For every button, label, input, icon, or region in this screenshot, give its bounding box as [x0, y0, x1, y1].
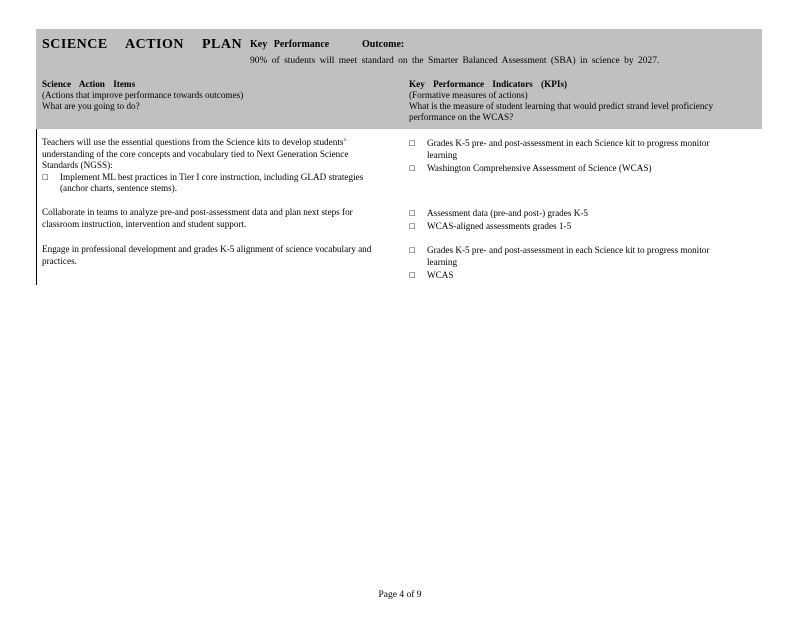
action-items-header: [42, 79, 392, 112]
kpi-item: [409, 221, 724, 233]
checkbox-bullet-icon: □: [409, 271, 416, 279]
action-text: Teachers will use the essential questions from the Science kits to develop students’ understanding of the core concepts and vocabulary tied to Next Generation Science Standards (NGSS):: [42, 137, 349, 170]
action-text: Collaborate in teams to analyze pre-and post-assessment data and plan next steps for classroom instruction, intervention and student support.: [42, 207, 353, 229]
kpi-text: WCAS-aligned assessments grades 1-5: [427, 220, 572, 231]
table-left-border: [36, 129, 37, 285]
table-row-kpis: [409, 138, 724, 175]
checkbox-bullet-icon: □: [409, 139, 416, 147]
page-number: Page 4 of 9: [378, 590, 422, 600]
kpo-label: Key Performance: [250, 39, 330, 50]
kpo-outcome-label: Outcome:: [362, 39, 405, 50]
page-title: SCIENCE ACTION PLAN: [42, 37, 243, 52]
table-row-action: [42, 137, 382, 195]
checkbox-bullet-icon: □: [409, 209, 416, 217]
checkbox-bullet-icon: □: [409, 164, 416, 172]
kpi-title: Key Performance Indicators (KPIs): [409, 79, 568, 89]
sub-action-item: [42, 172, 382, 195]
kpi-item: [409, 245, 724, 268]
kpi-header: [409, 79, 722, 123]
checkbox-bullet-icon: □: [409, 221, 416, 230]
action-items-title: Science Action Items: [42, 79, 136, 89]
kpi-item: [409, 138, 724, 161]
kpi-text: WCAS: [427, 270, 454, 280]
table-row-kpis: [409, 208, 724, 232]
table-row-action: [42, 244, 382, 267]
action-items-question: What are you going to do?: [42, 101, 140, 111]
checkbox-bullet-icon: □: [42, 172, 49, 181]
table-row-kpis: [409, 245, 724, 282]
kpi-text: Grades K-5 pre- and post-assessment in each Science kit to progress monitor learning: [427, 138, 710, 160]
plan-header: [36, 29, 762, 129]
action-items-subtitle: (Actions that improve performance towards outcomes): [42, 90, 244, 100]
kpi-text: Assessment data (pre-and post-) grades K-5: [427, 208, 588, 218]
action-text: Engage in professional development and grades K-5 alignment of science vocabulary and practices.: [42, 244, 372, 266]
kpi-item: [409, 270, 724, 282]
kpi-text: Grades K-5 pre- and post-assessment in each Science kit to progress monitor learning: [427, 245, 710, 267]
kpi-question: What is the measure of student learning that would predict strand level proficiency performance on the WCAS?: [409, 101, 714, 122]
table-row-action: [42, 207, 382, 230]
kpi-subtitle: (Formative measures of actions): [409, 90, 528, 100]
checkbox-bullet-icon: □: [409, 246, 416, 254]
kpi-text: Washington Comprehensive Assessment of Science (WCAS): [427, 163, 652, 173]
kpo-statement: 90% of students will meet standard on the Smarter Balanced Assessment (SBA) in science by 2027.: [250, 56, 660, 66]
sub-action-text: Implement ML best practices in Tier I core instruction, including GLAD strategies (anchor charts, sentence stems).: [60, 171, 364, 193]
kpi-item: [409, 163, 724, 175]
kpi-item: [409, 208, 724, 220]
